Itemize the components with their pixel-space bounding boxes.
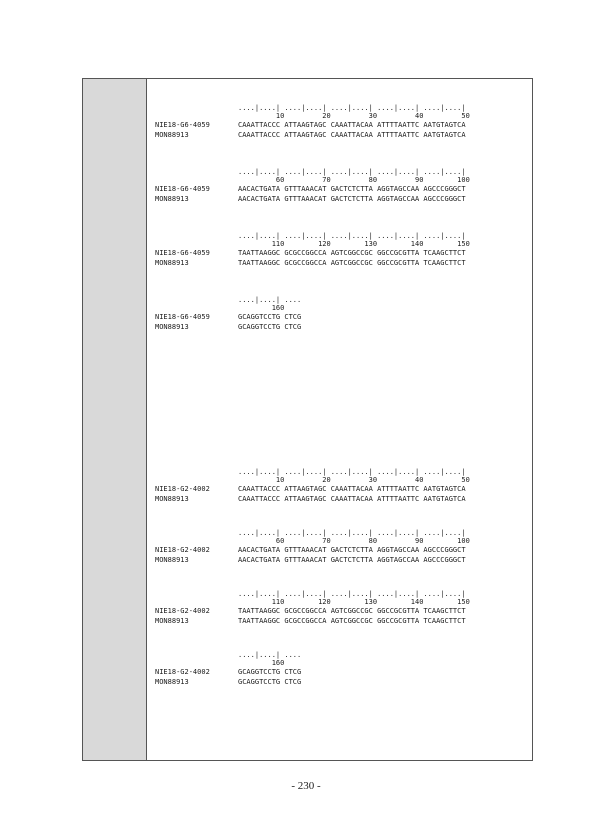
position-ruler: ....|....| ....|....| ....|....| ....|....| ....|....| — [238, 468, 466, 476]
sequence-text: GCAGGTCCTG CTCG — [238, 678, 302, 686]
sequence-label: NIE18-G6-4059 — [155, 313, 210, 321]
alignment-block — [83, 468, 534, 508]
position-numbers: 60 70 80 90 100 — [238, 176, 470, 184]
sequence-text: CAAATTACCC ATTAAGTAGC CAAATTACAA ATTTTAATTC AATGTAGTCA — [238, 121, 466, 129]
sequence-label: MON88913 — [155, 323, 189, 331]
sequence-label: NIE18-G2-4002 — [155, 485, 210, 493]
position-numbers: 160 — [238, 659, 285, 667]
sequence-text: GCAGGTCCTG CTCG — [238, 323, 302, 331]
sequence-text: TAATTAAGGC GCGCCGGCCA AGTCGGCCGC GGCCGCGTTA TCAAGCTTCT — [238, 259, 466, 267]
position-numbers: 110 120 130 140 150 — [238, 598, 470, 606]
alignment-block — [83, 529, 534, 569]
sequence-text: CAAATTACCC ATTAAGTAGC CAAATTACAA ATTTTAATTC AATGTAGTCA — [238, 495, 466, 503]
alignment-block — [83, 232, 534, 272]
alignment-block — [83, 104, 534, 144]
sequence-label: MON88913 — [155, 495, 189, 503]
page-number: - 230 - — [291, 780, 321, 792]
sequence-label: MON88913 — [155, 259, 189, 267]
sequence-label: NIE18-G2-4002 — [155, 546, 210, 554]
position-ruler: ....|....| ....|....| ....|....| ....|....| ....|....| — [238, 529, 466, 537]
position-ruler: ....|....| ....|....| ....|....| ....|....| ....|....| — [238, 104, 466, 112]
position-numbers: 10 20 30 40 50 — [238, 112, 470, 120]
alignment-block — [83, 168, 534, 208]
sequence-text: AACACTGATA GTTTAAACAT GACTCTCTTA AGGTAGCCAA AGCCCGGGCT — [238, 185, 466, 193]
alignment-frame — [82, 78, 533, 761]
position-numbers: 60 70 80 90 100 — [238, 537, 470, 545]
position-ruler: ....|....| .... — [238, 651, 302, 659]
sequence-label: MON88913 — [155, 131, 189, 139]
position-ruler: ....|....| ....|....| ....|....| ....|....| ....|....| — [238, 590, 466, 598]
sequence-label: NIE18-G6-4059 — [155, 185, 210, 193]
position-numbers: 10 20 30 40 50 — [238, 476, 470, 484]
sequence-text: GCAGGTCCTG CTCG — [238, 668, 302, 676]
sequence-text: AACACTGATA GTTTAAACAT GACTCTCTTA AGGTAGCCAA AGCCCGGGCT — [238, 546, 466, 554]
position-ruler: ....|....| ....|....| ....|....| ....|....| ....|....| — [238, 232, 466, 240]
alignment-block — [83, 651, 534, 691]
sequence-label: NIE18-G6-4059 — [155, 249, 210, 257]
sequence-text: TAATTAAGGC GCGCCGGCCA AGTCGGCCGC GGCCGCGTTA TCAAGCTTCT — [238, 249, 466, 257]
position-ruler: ....|....| .... — [238, 296, 302, 304]
position-numbers: 160 — [238, 304, 285, 312]
sequence-label: NIE18-G2-4002 — [155, 607, 210, 615]
sequence-text: AACACTGATA GTTTAAACAT GACTCTCTTA AGGTAGCCAA AGCCCGGGCT — [238, 556, 466, 564]
sequence-text: AACACTGATA GTTTAAACAT GACTCTCTTA AGGTAGCCAA AGCCCGGGCT — [238, 195, 466, 203]
alignment-block — [83, 296, 534, 336]
sequence-text: GCAGGTCCTG CTCG — [238, 313, 302, 321]
sequence-label: MON88913 — [155, 678, 189, 686]
position-numbers: 110 120 130 140 150 — [238, 240, 470, 248]
sequence-label: NIE18-G6-4059 — [155, 121, 210, 129]
sequence-label: NIE18-G2-4002 — [155, 668, 210, 676]
position-ruler: ....|....| ....|....| ....|....| ....|....| ....|....| — [238, 168, 466, 176]
sequence-label: MON88913 — [155, 195, 189, 203]
sequence-text: CAAATTACCC ATTAAGTAGC CAAATTACAA ATTTTAATTC AATGTAGTCA — [238, 485, 466, 493]
sequence-label: MON88913 — [155, 556, 189, 564]
sequence-text: CAAATTACCC ATTAAGTAGC CAAATTACAA ATTTTAATTC AATGTAGTCA — [238, 131, 466, 139]
sequence-text: TAATTAAGGC GCGCCGGCCA AGTCGGCCGC GGCCGCGTTA TCAAGCTTCT — [238, 607, 466, 615]
sequence-text: TAATTAAGGC GCGCCGGCCA AGTCGGCCGC GGCCGCGTTA TCAAGCTTCT — [238, 617, 466, 625]
alignment-block — [83, 590, 534, 630]
sequence-label: MON88913 — [155, 617, 189, 625]
